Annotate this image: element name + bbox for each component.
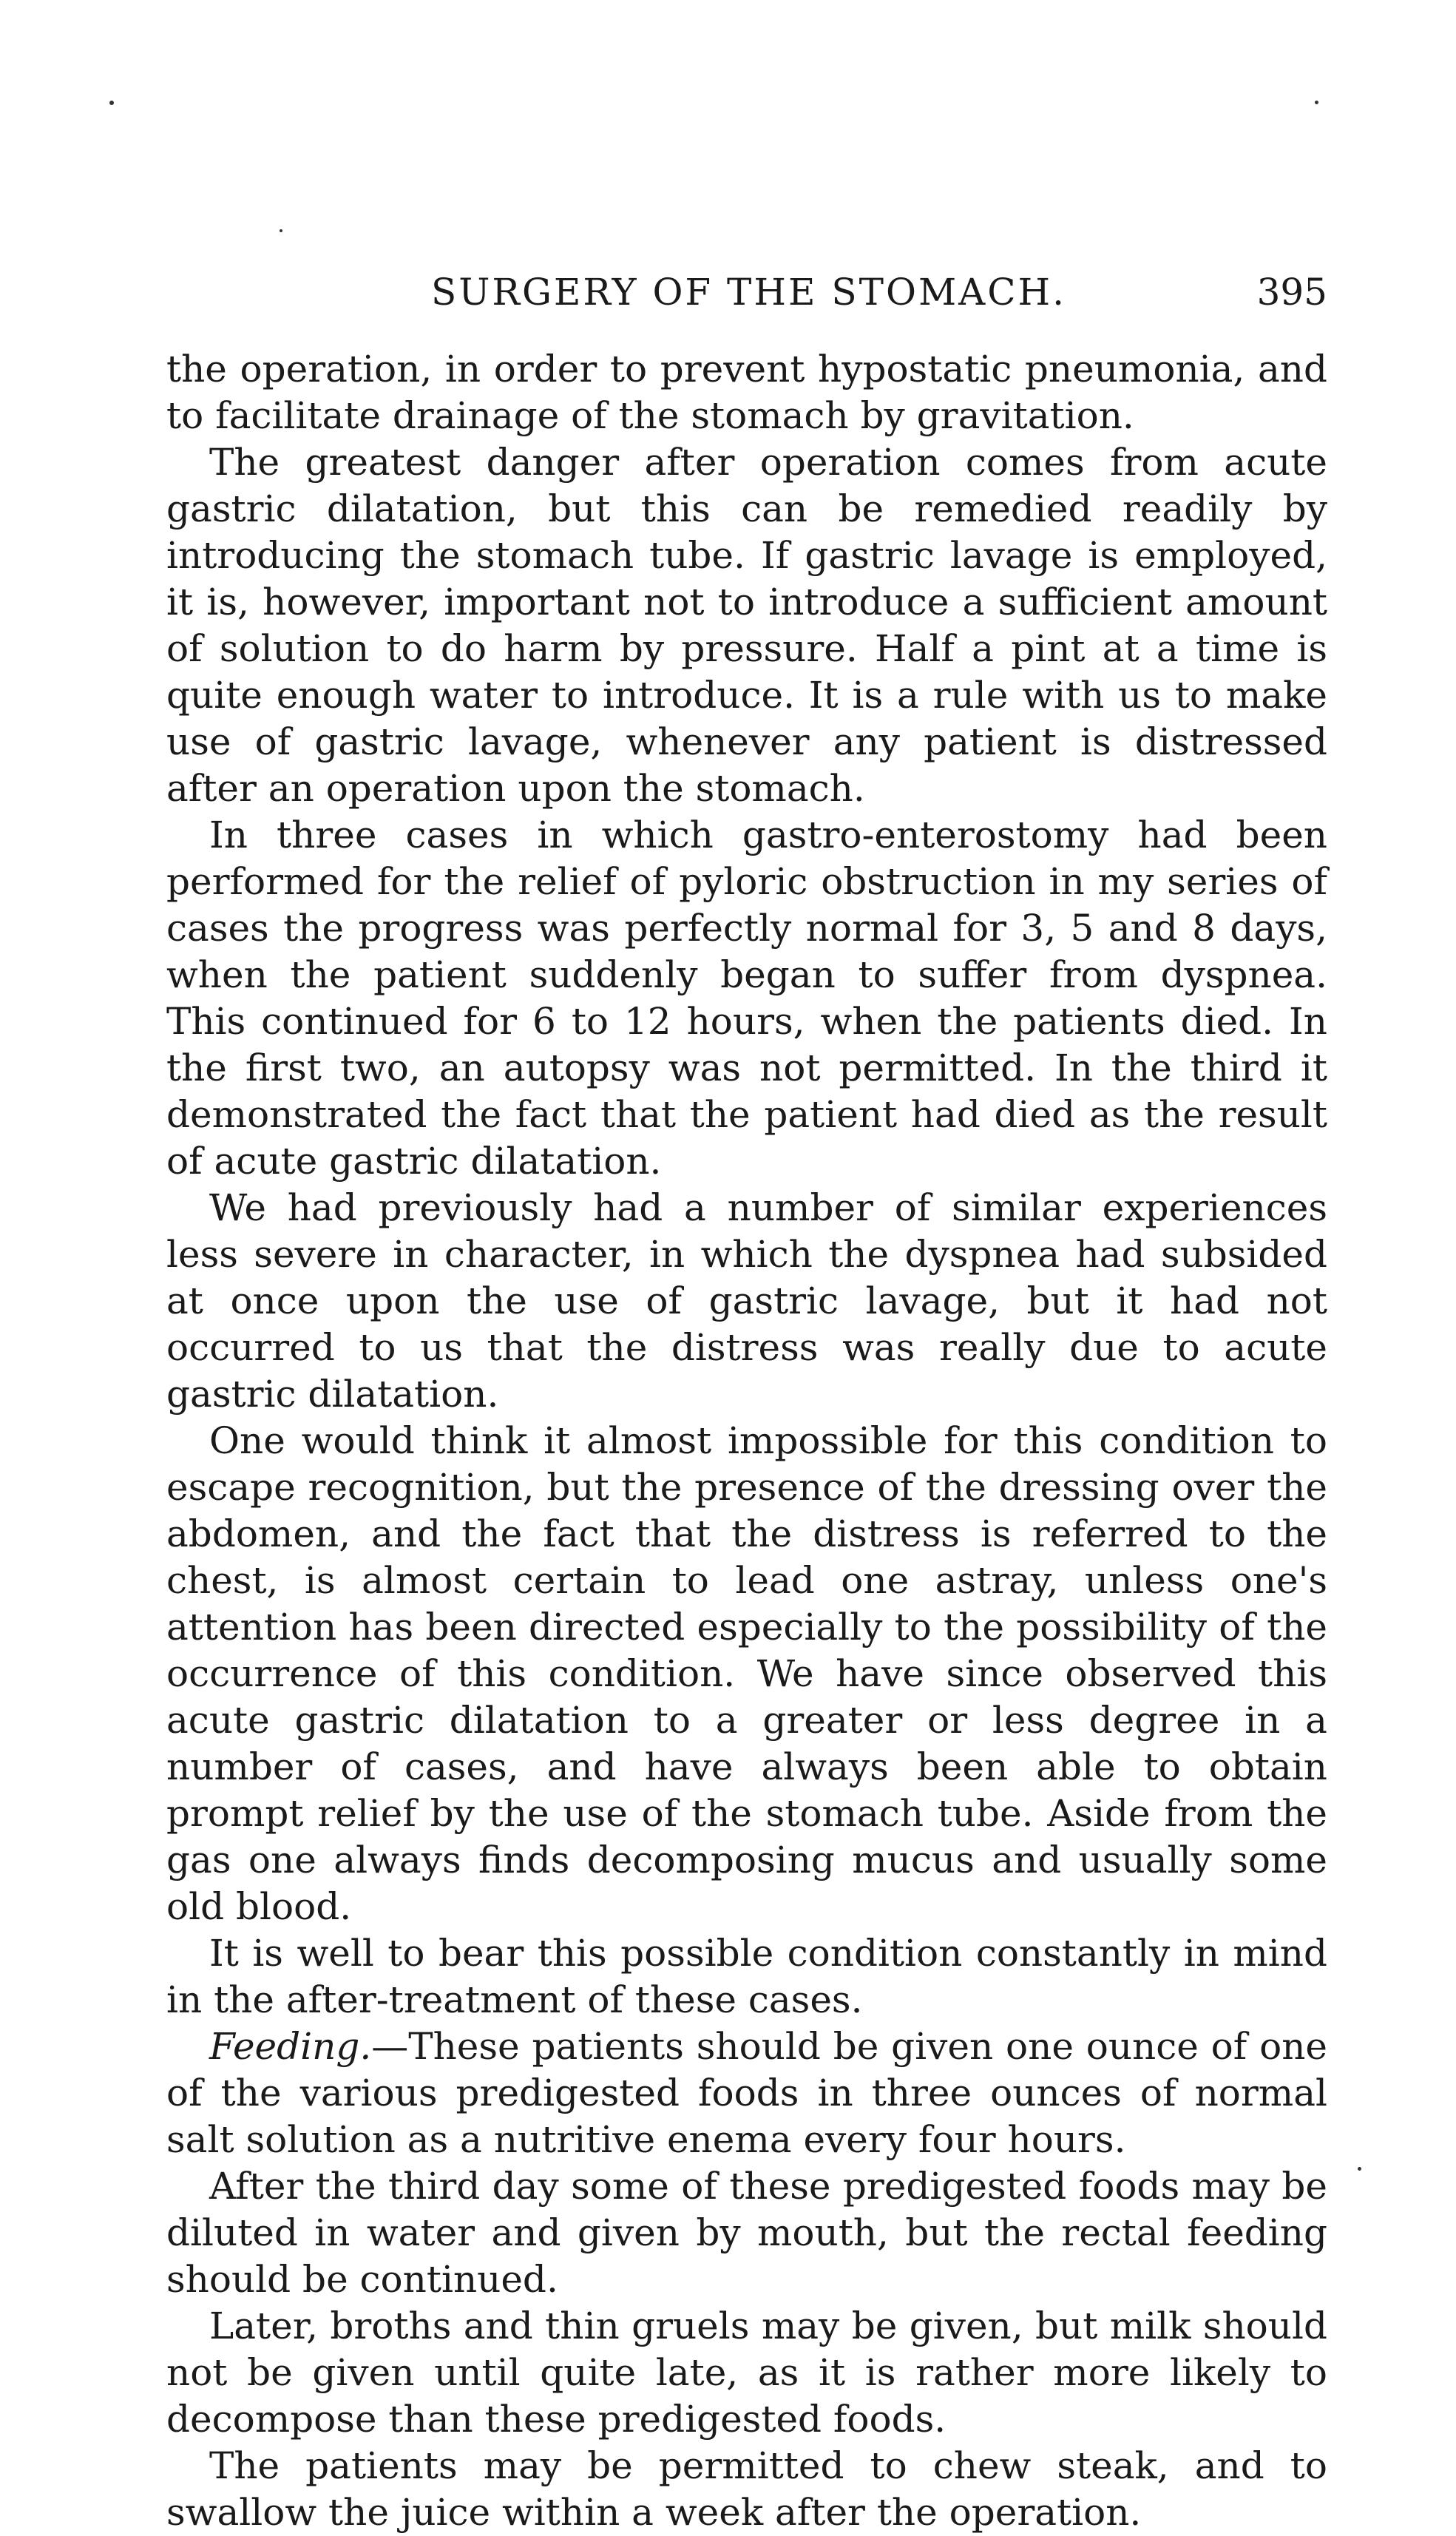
paragraph: We had previously had a number of similar experiences less severe in character, in which the dyspnea had subsided at once upon the use of gastric lavage, but it had not occurred to us that the distress was really due to acute gastric dilatation.	[166, 1186, 1327, 1416]
paragraph: One would think it almost impossible for this condition to escape recognition, but the presence of the dressing over the abdomen, and the fact that the distress is referred to the chest, is almost certain to lead one astray, unless one's attention has been directed especially to the possibility of the occurrence of this condition. We have since observed this acute gastric dilatation to a greater or less degree in a number of cases, and have always been able to obtain prompt relief by the use of the stomach tube. Aside from the gas one always finds decomposing mucus and usually some old blood.	[166, 1419, 1327, 1928]
body-text	[166, 346, 1327, 2536]
paragraph: After the third day some of these predigested foods may be diluted in water and given by mouth, but the rectal feeding should be continued.	[166, 2165, 1327, 2301]
paragraph-text: —These patients should be given one ounce of one of the various predigested foods in three ounces of normal salt solution as a nutritive enema every four hours.	[166, 2025, 1327, 2161]
paragraph: The patients may be permitted to chew steak, and to swallow the juice within a week after the operation.	[166, 2444, 1327, 2534]
paragraph: Later, broths and thin gruels may be given, but milk should not be given until quite late, as it is rather more likely to decompose than these predigested foods.	[166, 2305, 1327, 2441]
paragraph: In three cases in which gastro-enterostomy had been performed for the relief of pyloric obstruction in my series of cases the progress was perfectly normal for 3, 5 and 8 days, when the patient suddenly began to suffer from dyspnea. This continued for 6 to 12 hours, when the patients died. In the first two, an autopsy was not permitted. In the third it demonstrated the fact that the patient had died as the result of acute gastric dilatation.	[166, 814, 1327, 1183]
paper-speck	[280, 229, 282, 232]
paper-speck	[109, 101, 114, 105]
paragraph-continued: the operation, in order to prevent hypostatic pneumonia, and to facilitate drainage of the stomach by gravitation.	[166, 348, 1327, 437]
paragraph-feeding	[166, 2023, 1327, 2163]
running-head	[170, 266, 1327, 318]
paragraph: It is well to bear this possible condition constantly in mind in the after-treatment of these cases.	[166, 1932, 1327, 2021]
paragraph: The greatest danger after operation comes from acute gastric dilatation, but this can be remedied readily by introducing the stomach tube. If gastric lavage is employed, it is, however, important not to introduce a sufficient amount of solution to do harm by pressure. Half a pint at a time is quite enough water to introduce. It is a rule with us to make use of gastric lavage, whenever any patient is distressed after an operation upon the stomach.	[166, 441, 1327, 810]
paper-speck	[1315, 101, 1318, 104]
running-title: SURGERY OF THE STOMACH.	[430, 271, 1067, 314]
page-number: 395	[1256, 271, 1327, 314]
paper-speck	[1358, 2167, 1361, 2171]
run-in-heading: Feeding.	[209, 2025, 372, 2068]
